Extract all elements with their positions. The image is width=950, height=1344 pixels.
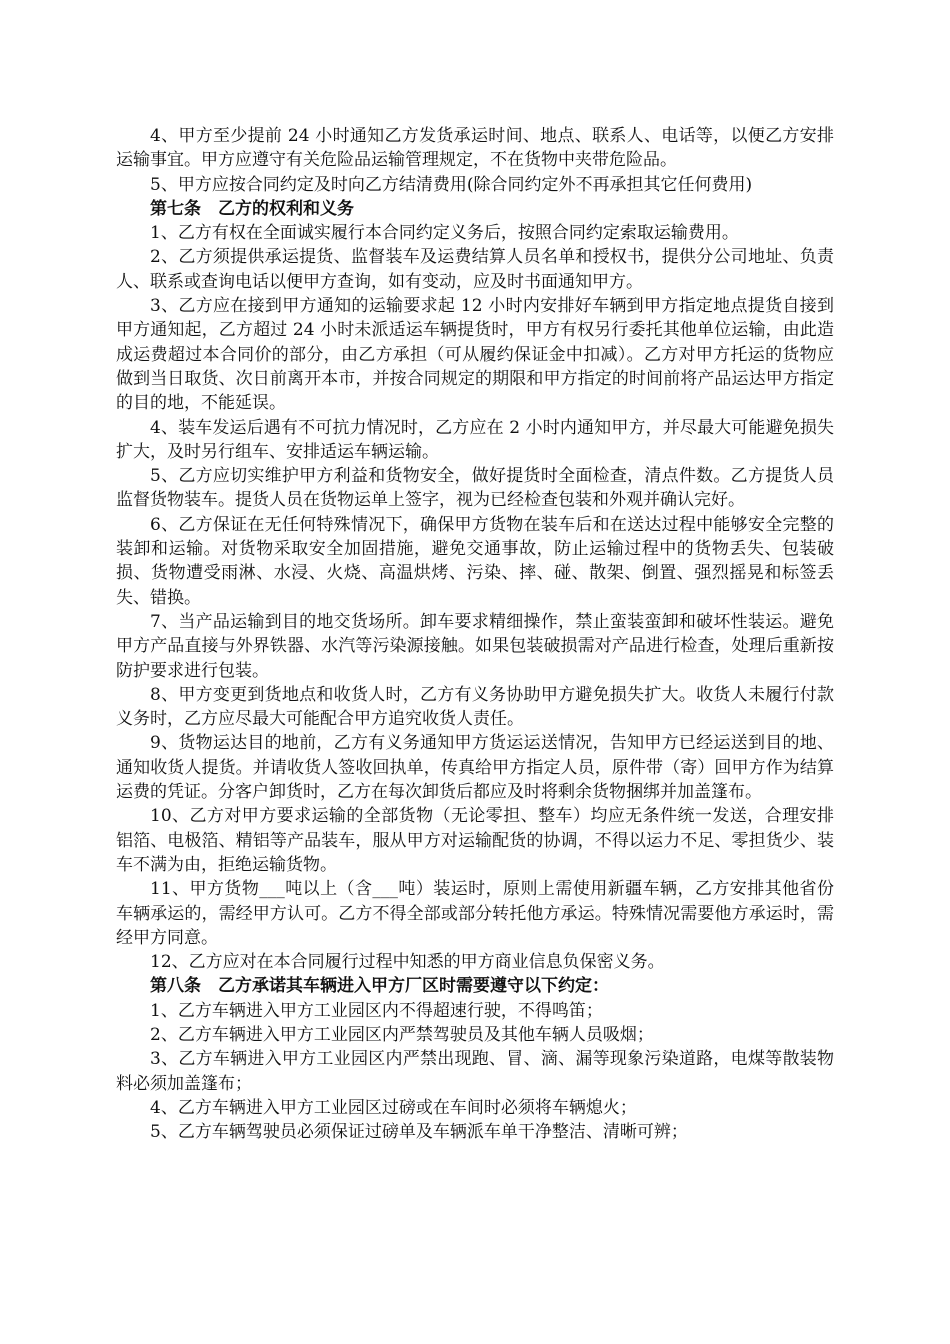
clause-8-item-2: 2、乙方车辆进入甲方工业园区内严禁驾驶员及其他车辆人员吸烟； <box>150 1024 654 1045</box>
clause-7-item-11: 11、甲方货物___吨以上（含___吨）装运时，原则上需使用新疆车辆，乙方安排其他省份车辆承运的，需经甲方认可。乙方不得全部或部分转托他方承运。特殊情况需要他方承运时，需经甲方同意。 <box>116 879 834 948</box>
document-body <box>116 124 834 1144</box>
clause-6-item-4: 4、甲方至少提前 24 小时通知乙方发货承运时间、地点、联系人、电话等，以便乙方安排运输事宜。甲方应遵守有关危险品运输管理规定，不在货物中夹带危险品。 <box>116 126 834 171</box>
article-7-heading: 第七条 乙方的权利和义务 <box>150 198 354 219</box>
clause-8-item-5: 5、乙方车辆驾驶员必须保证过磅单及车辆派车单干净整洁、清晰可辨； <box>150 1122 688 1143</box>
article-8-heading: 第八条 乙方承诺其车辆进入甲方厂区时需要遵守以下约定： <box>150 976 609 997</box>
clause-7-item-5: 5、乙方应切实维护甲方利益和货物安全，做好提货时全面检查，清点件数。乙方提货人员监督货物装车。提货人员在货物运单上签字，视为已经检查包装和外观并确认完好。 <box>116 466 834 511</box>
clause-7-item-8: 8、甲方变更到货地点和收货人时，乙方有义务协助甲方避免损失扩大。收货人未履行付款义务时，乙方应尽最大可能配合甲方追究收货人责任。 <box>116 684 834 730</box>
clause-7-item-2: 2、乙方须提供承运提货、监督装车及运费结算人员名单和授权书，提供分公司地址、负责人、联系或查询电话以便甲方查询，如有变动，应及时书面通知甲方。 <box>116 247 834 292</box>
clause-7-item-3: 3、乙方应在接到甲方通知的运输要求起 12 小时内安排好车辆到甲方指定地点提货自接到甲方通知起，乙方超过 24 小时未派适运车辆提货时，甲方有权另行委托其他单位运输，由此造成运费超过本合同价的部分，由乙方承担（可从履约保证金中扣减）。乙方对甲方托运的货物应做到当日取货、次日前离开本市，并按合同规定的期限和甲方指定的时间前将产品运达甲方指定的目的地，不能延误。 <box>116 296 834 414</box>
clause-7-item-7: 7、当产品运输到目的地交货场所。卸车要求精细操作，禁止蛮装蛮卸和破坏性装运。避免甲方产品直接与外界铁器、水汽等污染源接触。如果包装破损需对产品进行检查，处理后重新按防护要求进行包装。 <box>116 611 834 681</box>
clause-7-item-4: 4、装车发运后遇有不可抗力情况时，乙方应在 2 小时内通知甲方，并尽最大可能避免损失扩大，及时另行组车、安排适运车辆运输。 <box>116 417 834 462</box>
clause-7-item-12: 12、乙方应对在本合同履行过程中知悉的甲方商业信息负保密义务。 <box>150 952 665 973</box>
clause-8-item-1: 1、乙方车辆进入甲方工业园区内不得超速行驶，不得鸣笛； <box>150 1000 603 1021</box>
clause-8-item-4: 4、乙方车辆进入甲方工业园区过磅或在车间时必须将车辆熄火； <box>150 1097 637 1118</box>
clause-7-item-6: 6、乙方保证在无任何特殊情况下，确保甲方货物在装车后和在送达过程中能够安全完整的装卸和运输。对货物采取安全加固措施，避免交通事故，防止运输过程中的货物丢失、包装破损、货物遭受雨淋、水浸、火烧、高温烘烤、污染、摔、碰、散架、倒置、强烈摇晃和标签丢失、错换。 <box>116 514 834 608</box>
clause-7-item-10: 10、乙方对甲方要求运输的全部货物（无论零担、整车）均应无条件统一发送，合理安排铝箔、电极箔、精铝等产品装车，服从甲方对运输配货的协调，不得以运力不足、零担货少、装车不满为由，拒绝运输货物。 <box>116 806 834 875</box>
clause-8-item-3: 3、乙方车辆进入甲方工业园区内严禁出现跑、冒、滴、漏等现象污染道路，电煤等散装物料必须加盖篷布； <box>116 1049 834 1094</box>
clause-7-item-1: 1、乙方有权在全面诚实履行本合同约定义务后，按照合同约定索取运输费用。 <box>150 223 739 244</box>
clause-7-item-9: 9、货物运达目的地前，乙方有义务通知甲方货运运送情况，告知甲方已经运送到目的地、通知收货人提货。并请收货人签收回执单，传真给甲方指定人员，原件带（寄）回甲方作为结算运费的凭证。分客户卸货时，乙方在每次卸货后都应及时将剩余货物捆绑并加盖篷布。 <box>116 733 834 803</box>
clause-6-item-5: 5、甲方应按合同约定及时向乙方结清费用(除合同约定外不再承担其它任何费用) <box>150 174 753 195</box>
